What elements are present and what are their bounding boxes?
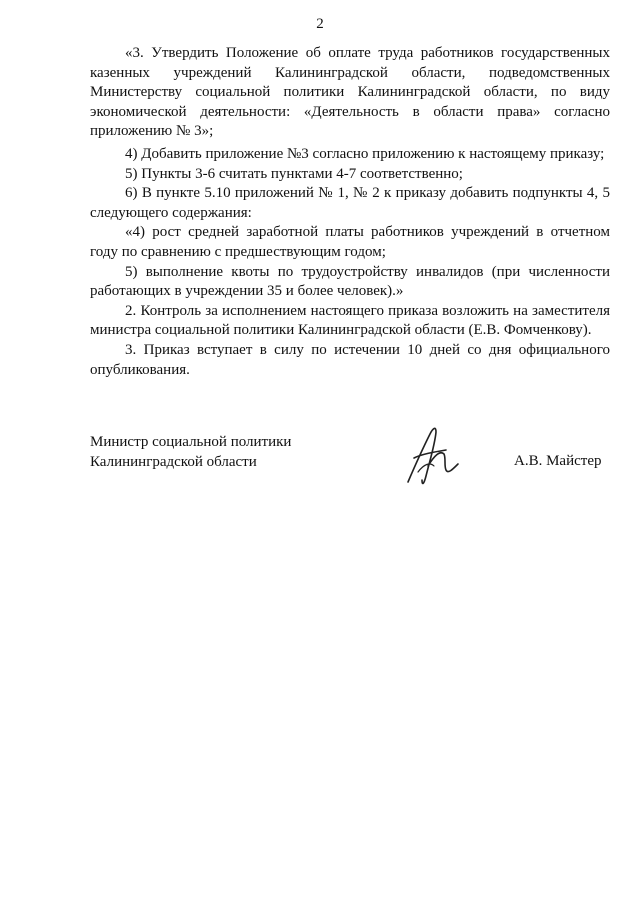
paragraph-item-5: 5) Пункты 3-6 считать пунктами 4-7 соответственно; <box>125 165 463 182</box>
paragraph-item-4: 4) Добавить приложение №3 согласно приложению к настоящему приказу; <box>125 145 605 162</box>
signer-position-line1: Министр социальной политики <box>90 434 292 450</box>
paragraph-item-3: «3. Утвердить Положение об оплате труда работников государственных казенных учреждений Калининградской области, подведомственных Министерству социальной политики Калининградской области, по виду экономической деятельности: «Деятельность в области права» согласно приложению № 3»; <box>90 45 610 140</box>
signer-position-line2: Калининградской области <box>90 453 257 470</box>
signer-position <box>90 433 350 472</box>
paragraph-subitem-4: «4) рост средней заработной платы работников учреждений в отчетном году по сравнению с предшествующим годом; <box>90 224 610 260</box>
paragraph-item-6: 6) В пункте 5.10 приложений № 1, № 2 к приказу добавить подпункты 4, 5 следующего содержания: <box>90 185 610 221</box>
paragraph-control: 2. Контроль за исполнением настоящего приказа возложить на заместителя министра социальной политики Калининградской области (Е.В. Фомченкову). <box>90 302 610 339</box>
page-number: 2 <box>316 16 324 32</box>
handwritten-signature <box>400 420 464 490</box>
document-body <box>90 44 610 380</box>
paragraph-subitem-5: 5) выполнение квоты по трудоустройству инвалидов (при численности работающих в учреждении 35 и более человек).» <box>90 263 610 300</box>
paragraph-entry-into-force: 3. Приказ вступает в силу по истечении 10 дней со дня официального опубликования. <box>90 341 610 378</box>
signer-name: А.В. Майстер <box>514 453 602 469</box>
